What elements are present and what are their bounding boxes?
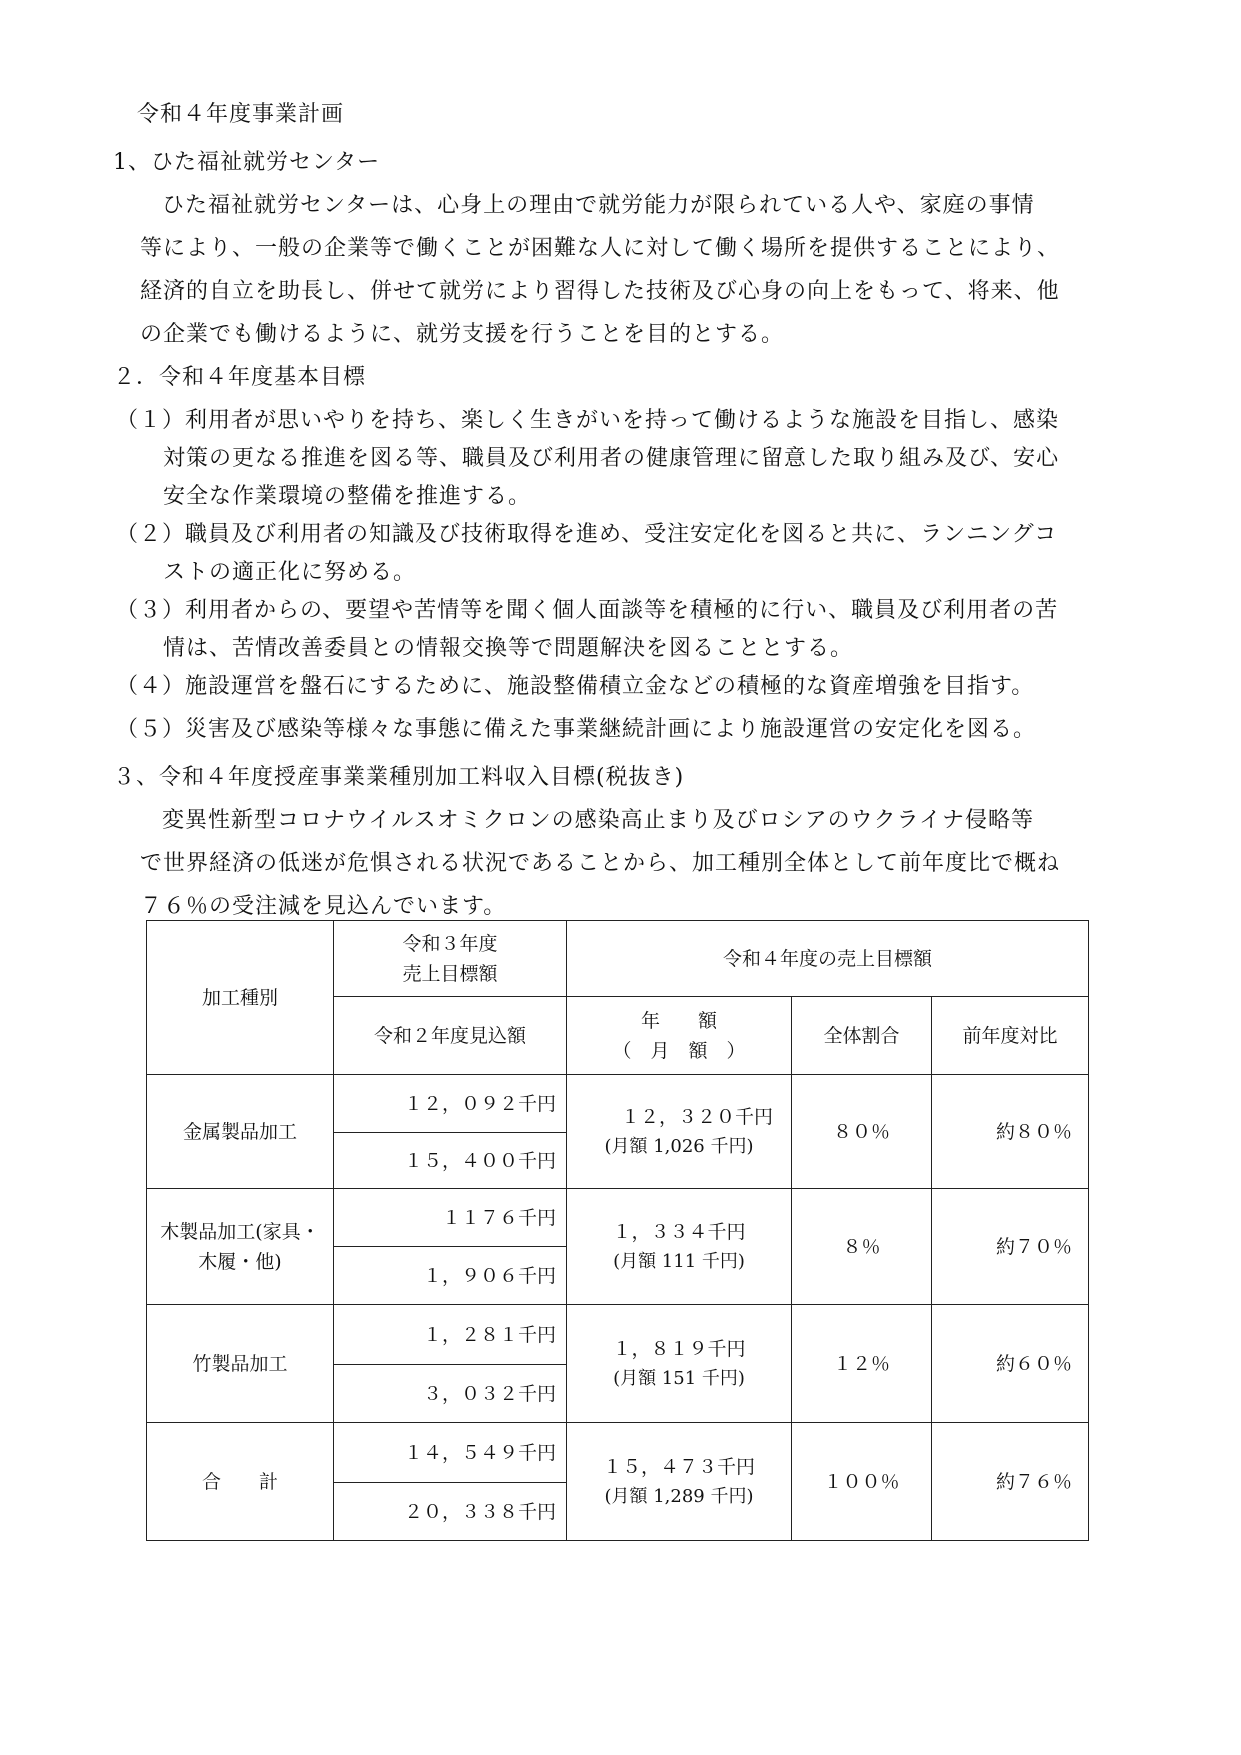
row-kind: 金属製品加工 [147, 1075, 334, 1189]
row-r3-value: １１７６千円 [334, 1189, 567, 1247]
row-kind: 竹製品加工 [147, 1305, 334, 1423]
row-share: ８０％ [792, 1075, 932, 1189]
row-yoy: 約８０％ [932, 1075, 1089, 1189]
row-yoy: 約６０％ [932, 1305, 1089, 1423]
header-current-group: 令和４年度の売上目標額 [567, 921, 1089, 997]
row-share: １２％ [792, 1305, 932, 1423]
row-annual [567, 1305, 792, 1423]
goal-item-1-cont: 対策の更なる推進を図る等、職員及び利用者の健康管理に留意した取り組み及び、安心 [163, 446, 1060, 471]
row-r2-value: １，９０６千円 [334, 1247, 567, 1305]
row-yoy: 約７０％ [932, 1189, 1089, 1305]
row-annual-value: １２，３２０千円 [620, 1105, 773, 1128]
row-r2-value: ２０，３３８千円 [334, 1483, 567, 1541]
row-kind-total: 合 計 [147, 1423, 334, 1541]
section1-line: 等により、一般の企業等で働くことが困難な人に対して働く場所を提供することにより、 [140, 236, 1061, 261]
goal-item-3-cont: 情は、苦情改善委員との情報交換等で問題解決を図ることとする。 [163, 636, 854, 661]
goal-item-1-cont: 安全な作業環境の整備を推進する。 [163, 484, 532, 509]
section2-heading: ２．令和４年度基本目標 [113, 365, 367, 390]
row-monthly-value: (月額 111 千円) [613, 1250, 745, 1272]
row-annual-value: １５，４７３千円 [602, 1455, 755, 1478]
row-annual [567, 1189, 792, 1305]
row-monthly-value: (月額 1,289 千円) [604, 1485, 754, 1507]
section3-line: 変異性新型コロナウイルスオミクロンの感染高止まり及びロシアのウクライナ侵略等 [162, 808, 1035, 833]
goal-item-4: （４）施設運営を盤石にするために、施設整備積立金などの積極的な資産増強を目指す。 [116, 674, 1035, 699]
row-r2-value: ３，０３２千円 [334, 1365, 567, 1423]
section3-line: で世界経済の低迷が危惧される状況であることから、加工種別全体として前年度比で概ね [140, 851, 1061, 876]
document-title: 令和４年度事業計画 [137, 102, 345, 127]
section1-line: 経済的自立を助長し、併せて就労により習得した技術及び心身の向上をもって、将来、他 [140, 279, 1060, 304]
row-monthly-value: (月額 1,026 千円) [604, 1135, 754, 1157]
section1-line: ひた福祉就労センターは、心身上の理由で就労能力が限られている人や、家庭の事情 [162, 193, 1035, 218]
row-annual [567, 1423, 792, 1541]
revenue-table [146, 920, 1089, 1541]
row-annual-value: １，３３４千円 [612, 1220, 746, 1243]
row-r3-value: １２，０９２千円 [334, 1075, 567, 1133]
header-share: 全体割合 [792, 997, 932, 1075]
row-r3-value: １４，５４９千円 [334, 1423, 567, 1483]
header-yoy: 前年度対比 [932, 997, 1089, 1075]
row-monthly-value: (月額 151 千円) [613, 1367, 745, 1389]
row-yoy: 約７６％ [932, 1423, 1089, 1541]
section3-line: ７６％の受注減を見込んでいます。 [140, 894, 507, 919]
row-share: １００％ [792, 1423, 932, 1541]
goal-item-1: （１）利用者が思いやりを持ち、楽しく生きがいを持って働けるような施設を目指し、感染 [116, 408, 1060, 433]
header-prev-target [334, 921, 567, 997]
goal-item-2-cont: ストの適正化に努める。 [163, 560, 417, 585]
header-kind: 加工種別 [147, 921, 334, 1075]
section3-heading: ３、令和４年度授産事業業種別加工料収入目標(税抜き) [113, 765, 685, 790]
goal-item-2: （２）職員及び利用者の知識及び技術取得を進め、受注安定化を図ると共に、ランニングコ [116, 522, 1058, 547]
row-r2-value: １５，４００千円 [334, 1133, 567, 1189]
header-annual-line1: 年 額 [640, 1009, 717, 1032]
header-annual-line2: （ 月 額 ） [612, 1039, 746, 1062]
row-annual [567, 1075, 792, 1189]
row-share: ８％ [792, 1189, 932, 1305]
section1-heading: 1、ひた福祉就労センター [113, 150, 381, 175]
header-prev-line1: 令和３年度 [402, 932, 498, 955]
row-kind: 木製品加工(家具・木履・他) [147, 1189, 334, 1305]
header-annual [567, 997, 792, 1075]
section1-line: の企業でも働けるように、就労支援を行うことを目的とする。 [140, 322, 785, 347]
row-r3-value: １，２８１千円 [334, 1305, 567, 1365]
header-prev2: 令和２年度見込額 [334, 997, 567, 1075]
goal-item-5: （５）災害及び感染等様々な事態に備えた事業継続計画により施設運営の安定化を図る。 [116, 717, 1037, 742]
row-annual-value: １，８１９千円 [612, 1337, 746, 1360]
goal-item-3: （３）利用者からの、要望や苦情等を聞く個人面談等を積極的に行い、職員及び利用者の苦 [116, 598, 1059, 623]
header-prev-line2: 売上目標額 [402, 962, 498, 985]
